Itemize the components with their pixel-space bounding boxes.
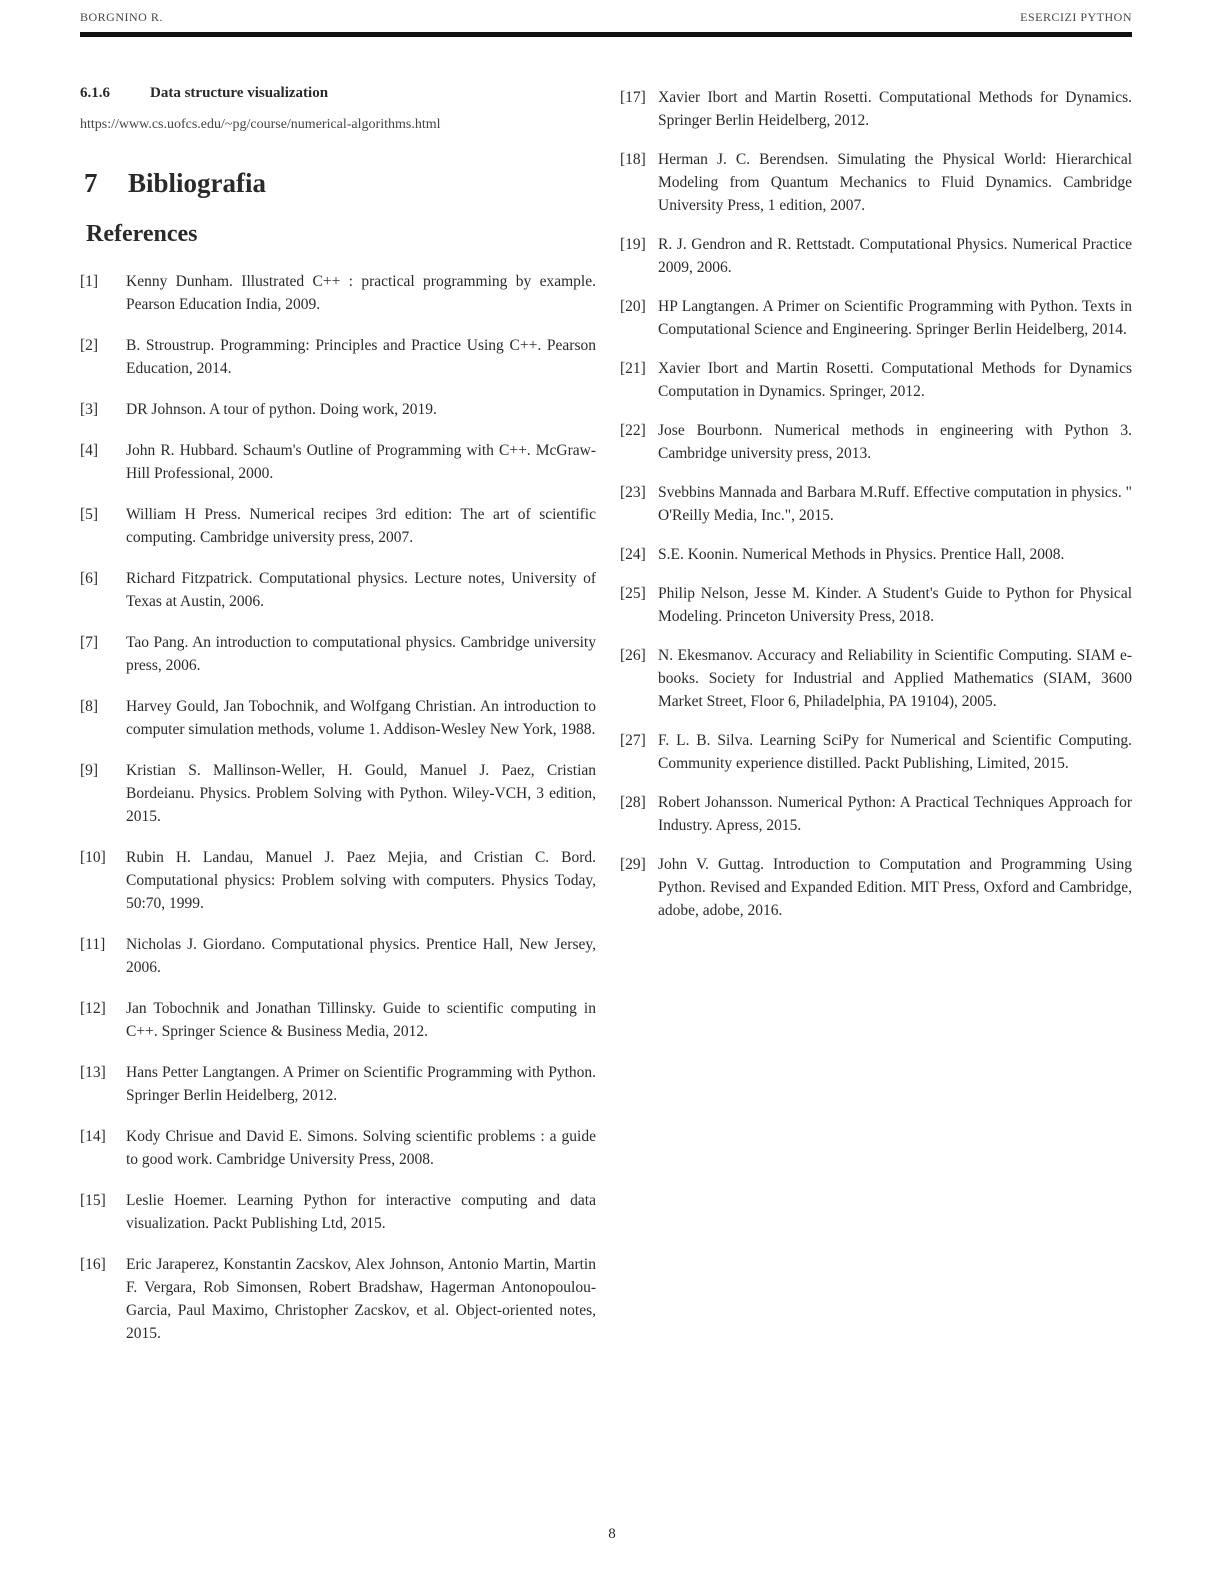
reference-entry [80,933,596,979]
section-heading [84,168,596,199]
reference-key[interactable]: [1] [80,273,99,290]
reference-key[interactable]: [25] [620,585,646,602]
reference-key[interactable]: [26] [620,647,646,664]
reference-entry [80,846,596,915]
reference-key[interactable]: [4] [80,442,99,459]
subsection-url[interactable]: https://www.cs.uofcs.edu/~pg/course/numerical-algorithms.html [80,117,441,132]
reference-key[interactable]: [6] [80,570,99,587]
reference-key[interactable]: [22] [620,422,646,439]
reference-entry [620,295,1132,341]
reference-key[interactable]: [9] [80,762,99,779]
reference-entry [620,644,1132,713]
reference-entry [620,853,1132,922]
page-header [80,10,1132,30]
reference-key[interactable]: [15] [80,1192,106,1209]
header-rule [80,32,1132,37]
reference-text: Xavier Ibort and Martin Rosetti. Computational Methods for Dynamics. Springer Berlin Heidelberg, 2012. [658,89,1132,129]
reference-text: Kristian S. Mallinson-Weller, H. Gould, Manuel J. Paez, Cristian Bordeianu. Physics. Problem Solving with Python. Wiley-VCH, 3 edition, 2015. [126,762,596,825]
reference-text: Nicholas J. Giordano. Computational physics. Prentice Hall, New Jersey, 2006. [126,936,596,976]
reference-key[interactable]: [29] [620,856,646,873]
reference-text: Robert Johansson. Numerical Python: A Practical Techniques Approach for Industry. Apress, 2015. [658,794,1132,834]
references-heading: References [86,221,198,247]
reference-text: R. J. Gendron and R. Rettstadt. Computational Physics. Numerical Practice 2009, 2006. [658,236,1132,276]
reference-text: Eric Jaraperez, Konstantin Zacskov, Alex Johnson, Antonio Martin, Martin F. Vergara, Rob Simonsen, Robert Bradshaw, Hagerman Antonopoulou-Garcia, Paul Maximo, Christopher Zacskov, et al. Object-oriented notes, 2015. [126,1256,596,1342]
reference-entry [80,503,596,549]
reference-entry [80,1189,596,1235]
reference-key[interactable]: [2] [80,337,99,354]
reference-text: Kenny Dunham. Illustrated C++ : practical programming by example. Pearson Education India, 2009. [126,273,596,313]
reference-key[interactable]: [11] [80,936,106,953]
reference-key[interactable]: [7] [80,634,99,651]
reference-entry [620,543,1132,566]
reference-key[interactable]: [13] [80,1064,106,1081]
subsection-number: 6.1.6 [80,85,110,101]
reference-key[interactable]: [12] [80,1000,106,1017]
reference-text: Herman J. C. Berendsen. Simulating the Physical World: Hierarchical Modeling from Quantum Mechanics to Fluid Dynamics. Cambridge University Press, 1 edition, 2007. [658,151,1132,214]
reference-text: S.E. Koonin. Numerical Methods in Physics. Prentice Hall, 2008. [658,546,1065,563]
reference-entry [620,481,1132,527]
reference-key[interactable]: [28] [620,794,646,811]
reference-text: John V. Guttag. Introduction to Computation and Programming Using Python. Revised and Expanded Edition. MIT Press, Oxford and Cambridge, adobe, adobe, 2016. [658,856,1132,919]
reference-entry [620,729,1132,775]
reference-text: B. Stroustrup. Programming: Principles and Practice Using C++. Pearson Education, 2014. [126,337,596,377]
section-title: Bibliografia [128,168,267,198]
reference-text: William H Press. Numerical recipes 3rd edition: The art of scientific computing. Cambridge university press, 2007. [126,506,596,546]
reference-text: HP Langtangen. A Primer on Scientific Programming with Python. Texts in Computational Science and Engineering. Springer Berlin Heidelberg, 2014. [658,298,1132,338]
reference-text: F. L. B. Silva. Learning SciPy for Numerical and Scientific Computing. Community experience distilled. Packt Publishing, Limited, 2015. [658,732,1132,772]
reference-entry [80,567,596,613]
reference-text: N. Ekesmanov. Accuracy and Reliability in Scientific Computing. SIAM e-books. Society for Industrial and Applied Mathematics (SIAM, 3600 Market Street, Floor 6, Philadelphia, PA 19104), 2005. [658,647,1132,710]
reference-text: Jose Bourbonn. Numerical methods in engineering with Python 3. Cambridge university press, 2013. [658,422,1132,462]
reference-text: Tao Pang. An introduction to computational physics. Cambridge university press, 2006. [126,634,596,674]
reference-text: Kody Chrisue and David E. Simons. Solving scientific problems : a guide to good work. Cambridge University Press, 2008. [126,1128,596,1168]
reference-text: Jan Tobochnik and Jonathan Tillinsky. Guide to scientific computing in C++. Springer Science & Business Media, 2012. [126,1000,596,1040]
reference-entry [80,631,596,677]
reference-text: Philip Nelson, Jesse M. Kinder. A Student's Guide to Python for Physical Modeling. Princeton University Press, 2018. [658,585,1132,625]
reference-key[interactable]: [18] [620,151,646,168]
reference-text: John R. Hubbard. Schaum's Outline of Programming with C++. McGraw-Hill Professional, 2000. [126,442,596,482]
reference-entry [620,582,1132,628]
reference-text: Xavier Ibort and Martin Rosetti. Computational Methods for Dynamics Computation in Dynamics. Springer, 2012. [658,360,1132,400]
reference-key[interactable]: [17] [620,89,646,106]
reference-entry [80,997,596,1043]
left-column [80,85,596,1363]
reference-list-left [80,270,596,1345]
page-number: 8 [608,1526,616,1542]
reference-entry [80,1061,596,1107]
reference-entry [620,791,1132,837]
reference-text: DR Johnson. A tour of python. Doing work, 2019. [126,401,437,418]
reference-text: Richard Fitzpatrick. Computational physics. Lecture notes, University of Texas at Austin, 2006. [126,570,596,610]
header-right: ESERCIZI PYTHON [1020,10,1132,24]
reference-key[interactable]: [16] [80,1256,106,1273]
reference-entry [80,1125,596,1171]
reference-entry [80,334,596,380]
reference-entry [80,759,596,828]
subsection-heading [80,85,596,102]
reference-entry [80,1253,596,1345]
reference-entry [620,419,1132,465]
reference-key[interactable]: [8] [80,698,99,715]
reference-key[interactable]: [24] [620,546,646,563]
reference-entry [620,148,1132,217]
reference-text: Hans Petter Langtangen. A Primer on Scientific Programming with Python. Springer Berlin Heidelberg, 2012. [126,1064,596,1104]
reference-key[interactable]: [10] [80,849,106,866]
reference-entry [620,233,1132,279]
reference-text: Svebbins Mannada and Barbara M.Ruff. Effective computation in physics. " O'Reilly Media, Inc.", 2015. [658,484,1132,524]
header-left: BORGNINO R. [80,10,163,24]
reference-key[interactable]: [23] [620,484,646,501]
reference-key[interactable]: [20] [620,298,646,315]
right-column [620,86,1132,938]
reference-text: Harvey Gould, Jan Tobochnik, and Wolfgang Christian. An introduction to computer simulation methods, volume 1. Addison-Wesley New York, 1988. [126,698,596,738]
reference-entry [80,270,596,316]
subsection-title: Data structure visualization [150,85,329,101]
reference-entry [620,86,1132,132]
reference-text: Leslie Hoemer. Learning Python for interactive computing and data visualization. Packt Publishing Ltd, 2015. [126,1192,596,1232]
section-number: 7 [84,168,98,198]
reference-entry [80,695,596,741]
reference-entry [620,357,1132,403]
reference-key[interactable]: [21] [620,360,646,377]
reference-text: Rubin H. Landau, Manuel J. Paez Mejia, and Cristian C. Bord. Computational physics: Problem solving with computers. Physics Today, 50:70, 1999. [126,849,596,912]
reference-entry [80,439,596,485]
reference-key[interactable]: [14] [80,1128,106,1145]
reference-key[interactable]: [5] [80,506,99,523]
reference-list-right [620,86,1132,922]
reference-entry [80,398,596,421]
reference-key[interactable]: [19] [620,236,646,253]
reference-key[interactable]: [27] [620,732,646,749]
reference-key[interactable]: [3] [80,401,99,418]
